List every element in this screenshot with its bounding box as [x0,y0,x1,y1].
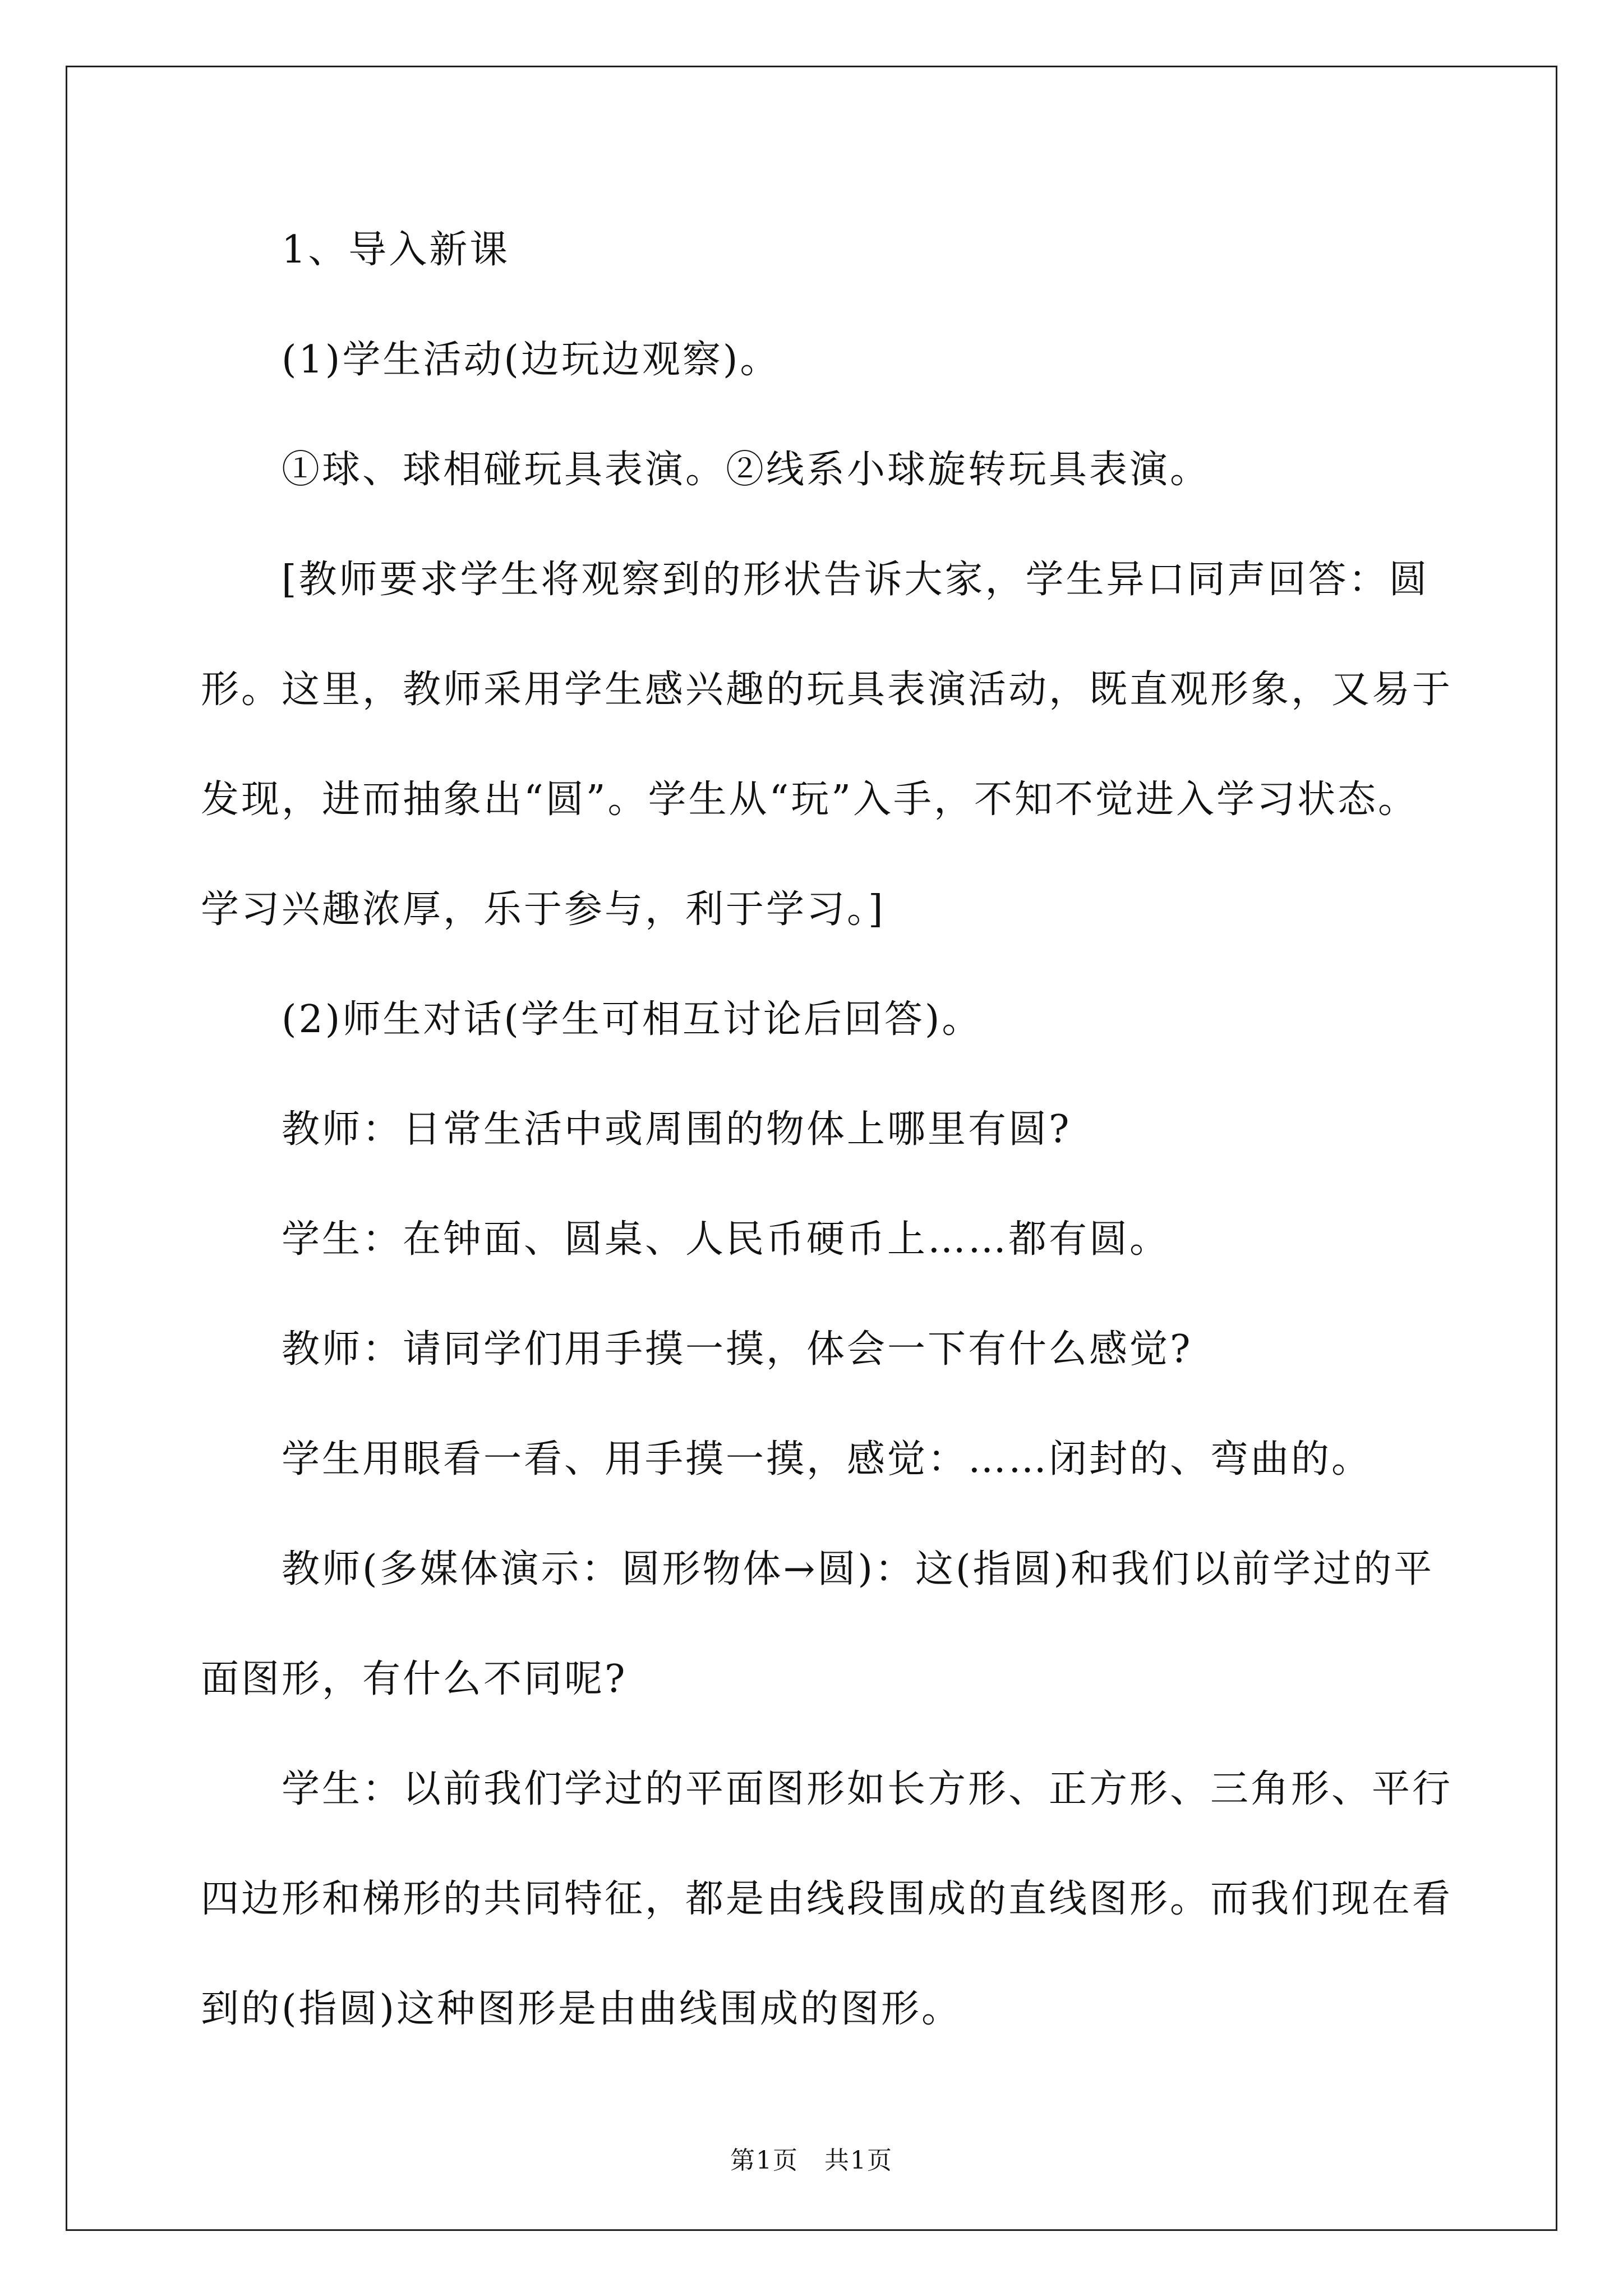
paragraph-11: 学生：以前我们学过的平面图形如长方形、正方形、三角形、平行四边形和梯形的共同特征，都是由线段围成的直线图形。而我们现在看到的(指圆)这种图形是由曲线围成的图形。 [201,1767,1453,2031]
paragraph-4: [教师要求学生将观察到的形状告诉大家，学生异口同声回答：圆形。这里，教师采用学生感兴趣的玩具表演活动，既直观形象，又易于发现，进而抽象出“圆”。学生从“玩”入手，不知不觉进入学习状态。学习兴趣浓厚，乐于参与，利于学习。] [201,558,1453,932]
paragraph-1: 1、导入新课 [282,228,510,272]
paragraph-9: 学生用眼看一看、用手摸一摸，感觉：……闭封的、弯曲的。 [282,1437,1372,1481]
paragraph-7: 学生：在钟面、圆桌、人民币硬币上……都有圆。 [282,1217,1170,1262]
paragraph-3: ①球、球相碰玩具表演。②线系小球旋转玩具表演。 [282,448,1211,492]
paragraph-2: (1)学生活动(边玩边观察)。 [282,338,781,382]
paragraph-10: 教师(多媒体演示：圆形物体→圆)：这(指圆)和我们以前学过的平面图形，有什么不同呢? [201,1547,1435,1701]
paragraph-8: 教师：请同学们用手摸一摸，体会一下有什么感觉? [282,1327,1193,1372]
page-footer: 第1页 共1页 [730,2146,893,2175]
paragraph-5: (2)师生对话(学生可相互讨论后回答)。 [282,997,983,1042]
paragraph-6: 教师：日常生活中或周围的物体上哪里有圆? [282,1107,1072,1152]
